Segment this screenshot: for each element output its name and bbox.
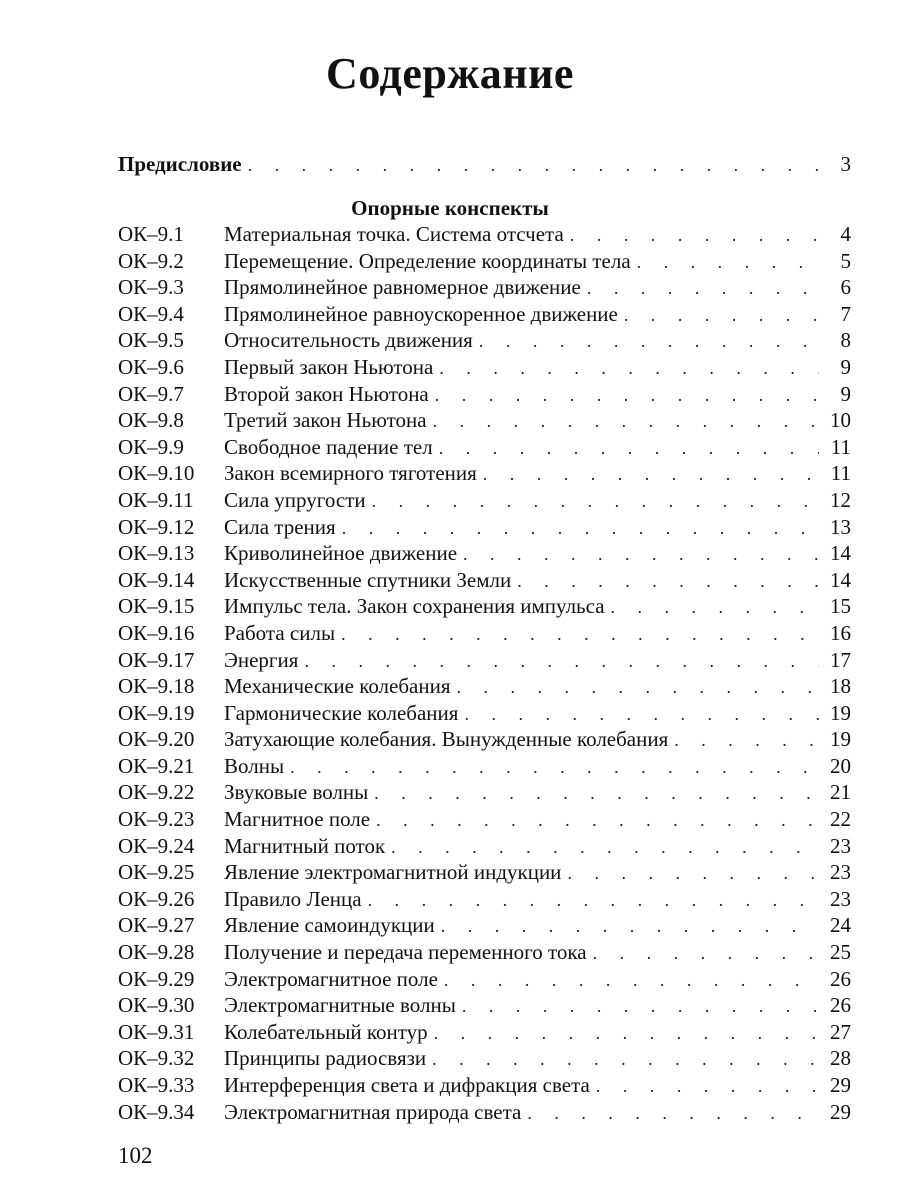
toc-entry-code: ОК–9.23	[118, 807, 195, 832]
toc-entry[interactable]	[118, 1046, 851, 1073]
toc-entry-title: Затухающие колебания. Вынужденные колебания	[224, 727, 669, 752]
toc-entry-page: 10	[830, 408, 851, 433]
dot-leader	[441, 916, 819, 937]
toc-entry-title: Перемещение. Определение координаты тела	[224, 248, 631, 273]
toc-entry-title: Сила трения	[224, 514, 336, 539]
toc-entry-title: Колебательный контур	[224, 1019, 428, 1044]
toc-entry[interactable]	[118, 249, 851, 276]
toc-entry[interactable]	[118, 674, 851, 701]
toc-entry[interactable]	[118, 222, 851, 249]
toc-entry-code: ОК–9.10	[118, 461, 195, 486]
toc-entry[interactable]	[118, 328, 851, 355]
toc-entry[interactable]	[118, 541, 851, 568]
toc-entry-title: Искусственные спутники Земли	[224, 567, 512, 592]
toc-entry-title: Гармонические колебания	[224, 700, 459, 725]
toc-entry-title: Звуковые волны	[224, 780, 369, 805]
toc-entry-title: Прямолинейное равноускоренное движение	[224, 301, 618, 326]
toc-entry-title: Сила упругости	[224, 487, 366, 512]
dot-leader	[439, 358, 819, 379]
dot-leader	[593, 943, 819, 964]
toc-entry-title: Волны	[224, 753, 285, 778]
toc-entry-code: ОК–9.4	[118, 301, 184, 326]
toc-entry[interactable]	[118, 302, 851, 329]
dot-leader	[433, 411, 819, 432]
toc-entry-title: Материальная точка. Система отсчета	[224, 222, 564, 246]
toc-entry[interactable]	[118, 1020, 851, 1047]
toc-entry[interactable]	[118, 461, 851, 488]
toc-entry-page: 25	[830, 940, 851, 965]
dot-leader	[248, 155, 819, 176]
toc-entry-title: Третий закон Ньютона	[224, 408, 427, 433]
toc-entry[interactable]	[118, 701, 851, 728]
toc-entry-title: Получение и передача переменного тока	[224, 940, 587, 965]
toc-entry-title: Магнитный поток	[224, 833, 386, 858]
toc-entry-code: ОК–9.16	[118, 620, 195, 645]
toc-entry-page: 26	[830, 966, 851, 991]
dot-leader	[587, 278, 819, 299]
toc-entry-page: 15	[830, 594, 851, 619]
toc-entry-title: Энергия	[224, 647, 299, 672]
toc-entry-code: ОК–9.3	[118, 275, 184, 300]
toc-entry[interactable]	[118, 807, 851, 834]
dot-leader	[435, 385, 819, 406]
toc-entry-page: 23	[830, 886, 851, 911]
toc-entry-code: ОК–9.8	[118, 408, 184, 433]
toc-entry-title: Явление электромагнитной индукции	[224, 860, 562, 885]
toc-entry[interactable]	[118, 993, 851, 1020]
dot-leader	[479, 331, 819, 352]
toc-entry-code: ОК–9.30	[118, 993, 195, 1018]
toc-entry-code: ОК–9.14	[118, 567, 195, 592]
dot-leader	[434, 1023, 819, 1044]
toc-entry[interactable]	[118, 435, 851, 462]
toc-entry[interactable]	[118, 913, 851, 940]
toc-entry-page: 29	[830, 1073, 851, 1097]
toc-entry-code: ОК–9.6	[118, 354, 184, 379]
dot-leader	[463, 544, 819, 565]
toc-entry[interactable]	[118, 754, 851, 781]
toc-entry-title: Электромагнитное поле	[224, 966, 438, 991]
page-title: Содержание	[326, 49, 574, 98]
toc-entry-code: ОК–9.9	[118, 434, 184, 459]
toc-entry-page: 11	[830, 461, 851, 486]
toc-entry[interactable]	[118, 382, 851, 409]
toc-entry-code: ОК–9.27	[118, 913, 195, 938]
toc-entry-title: Магнитное поле	[224, 807, 371, 832]
toc-entry-title: Правило Ленца	[224, 886, 362, 911]
toc-entry[interactable]	[118, 860, 851, 887]
toc-entry[interactable]	[118, 967, 851, 994]
toc-entry-page: 14	[830, 567, 851, 592]
toc-entry[interactable]	[118, 648, 851, 675]
toc-entry-page: 19	[830, 727, 851, 752]
toc-entry-title: Принципы радиосвязи	[224, 1046, 427, 1071]
toc-entry-page: 18	[830, 674, 851, 699]
toc-entry-title: Первый закон Ньютона	[224, 354, 434, 379]
table-of-contents	[118, 222, 851, 1126]
toc-entry-page: 8	[840, 328, 851, 353]
dot-leader	[624, 305, 819, 326]
section-heading: Опорные конспекты	[351, 196, 549, 220]
dot-leader	[391, 837, 819, 858]
toc-entry[interactable]	[118, 355, 851, 382]
toc-entry-page: 13	[830, 514, 851, 539]
toc-entry[interactable]	[118, 275, 851, 302]
toc-preface-page: 3	[840, 152, 851, 176]
toc-entry-code: ОК–9.19	[118, 700, 195, 725]
toc-entry-code: ОК–9.20	[118, 727, 195, 752]
dot-leader	[570, 225, 819, 246]
toc-entry-code: ОК–9.21	[118, 753, 195, 778]
toc-entry-code: ОК–9.26	[118, 886, 195, 911]
toc-entry-title: Электромагнитная природа света	[224, 1099, 522, 1124]
dot-leader	[342, 518, 819, 539]
toc-entry-title: Работа силы	[224, 620, 336, 645]
toc-entry-code: ОК–9.31	[118, 1019, 195, 1044]
toc-entry[interactable]	[118, 834, 851, 861]
toc-entry-page: 21	[830, 780, 851, 805]
toc-entry[interactable]	[118, 594, 851, 621]
toc-entry[interactable]	[118, 1100, 851, 1127]
toc-entry-title: Второй закон Ньютона	[224, 381, 429, 406]
toc-entry-title: Явление самоиндукции	[224, 913, 435, 938]
dot-leader	[527, 1103, 819, 1124]
toc-entry-title: Криволинейное движение	[224, 541, 458, 566]
toc-entry-code: ОК–9.2	[118, 248, 184, 273]
toc-entry-page: 28	[830, 1046, 851, 1071]
dot-leader	[341, 624, 819, 645]
toc-entry-title: Относительность движения	[224, 328, 473, 353]
toc-entry-page: 9	[840, 381, 851, 406]
toc-entry-code: ОК–9.33	[118, 1073, 195, 1097]
toc-preface-label: Предисловие	[118, 152, 242, 176]
dot-leader	[368, 890, 819, 911]
toc-entry-code: ОК–9.11	[118, 487, 194, 512]
toc-entry[interactable]	[118, 408, 851, 435]
dot-leader	[464, 704, 819, 725]
toc-entry[interactable]	[118, 887, 851, 914]
toc-entry-code: ОК–9.22	[118, 780, 195, 805]
dot-leader	[483, 464, 819, 485]
toc-entry-title: Электромагнитные волны	[224, 993, 456, 1018]
dot-leader	[304, 651, 819, 672]
toc-entry-page: 26	[830, 993, 851, 1018]
dot-leader	[517, 571, 819, 592]
toc-entry-page: 5	[840, 248, 851, 273]
toc-entry-title: Закон всемирного тяготения	[224, 461, 477, 486]
dot-leader	[374, 783, 819, 804]
toc-entry-code: ОК–9.15	[118, 594, 195, 619]
toc-entry-page: 9	[840, 354, 851, 379]
toc-entry-page: 23	[830, 860, 851, 885]
toc-entry-code: ОК–9.28	[118, 940, 195, 965]
toc-entry-code: ОК–9.17	[118, 647, 195, 672]
toc-entry[interactable]	[118, 621, 851, 648]
toc-preface-row[interactable]	[118, 152, 851, 180]
toc-entry-code: ОК–9.13	[118, 541, 195, 566]
toc-entry-code: ОК–9.5	[118, 328, 184, 353]
dot-leader	[462, 996, 819, 1017]
toc-entry[interactable]	[118, 488, 851, 515]
toc-entry-page: 6	[840, 275, 851, 300]
toc-entry-code: ОК–9.29	[118, 966, 195, 991]
toc-entry-code: ОК–9.12	[118, 514, 195, 539]
toc-entry-code: ОК–9.34	[118, 1099, 195, 1124]
toc-entry-title: Механические колебания	[224, 674, 451, 699]
toc-entry-page: 11	[830, 434, 851, 459]
toc-entry-page: 14	[830, 541, 851, 566]
toc-entry-code: ОК–9.32	[118, 1046, 195, 1071]
dot-leader	[290, 757, 819, 778]
toc-entry-title: Прямолинейное равномерное движение	[224, 275, 581, 300]
dot-leader	[567, 863, 819, 884]
toc-entry-page: 23	[830, 833, 851, 858]
toc-entry-page: 29	[830, 1099, 851, 1124]
toc-entry-code: ОК–9.25	[118, 860, 195, 885]
toc-entry-page: 17	[830, 647, 851, 672]
toc-entry[interactable]	[118, 568, 851, 595]
toc-entry[interactable]	[118, 1073, 851, 1100]
toc-entry-page: 4	[840, 222, 851, 246]
dot-leader	[637, 252, 819, 273]
dot-leader	[439, 438, 819, 459]
page-number-folio: 102	[118, 1143, 153, 1168]
toc-entry-page: 24	[830, 913, 851, 938]
toc-entry-page: 27	[830, 1019, 851, 1044]
dot-leader	[457, 677, 820, 698]
toc-entry-page: 7	[840, 301, 851, 326]
dot-leader	[432, 1049, 819, 1070]
toc-entry[interactable]	[118, 727, 851, 754]
dot-leader	[611, 597, 819, 618]
toc-entry-code: ОК–9.18	[118, 674, 195, 699]
toc-entry-page: 22	[830, 807, 851, 832]
dot-leader	[444, 970, 819, 991]
dot-leader	[372, 491, 819, 512]
toc-entry-page: 12	[830, 487, 851, 512]
toc-entry-code: ОК–9.7	[118, 381, 184, 406]
toc-entry-code: ОК–9.1	[118, 222, 184, 246]
toc-entry-title: Свободное падение тел	[224, 434, 433, 459]
toc-entry[interactable]	[118, 780, 851, 807]
toc-entry[interactable]	[118, 515, 851, 542]
toc-entry-title: Интерференция света и дифракция света	[224, 1073, 590, 1097]
dot-leader	[596, 1076, 819, 1097]
toc-entry[interactable]	[118, 940, 851, 967]
toc-entry-page: 20	[830, 753, 851, 778]
dot-leader	[674, 730, 819, 751]
toc-entry-title: Импульс тела. Закон сохранения импульса	[224, 594, 605, 619]
toc-entry-page: 19	[830, 700, 851, 725]
toc-entry-page: 16	[830, 620, 851, 645]
dot-leader	[376, 810, 819, 831]
toc-entry-code: ОК–9.24	[118, 833, 195, 858]
